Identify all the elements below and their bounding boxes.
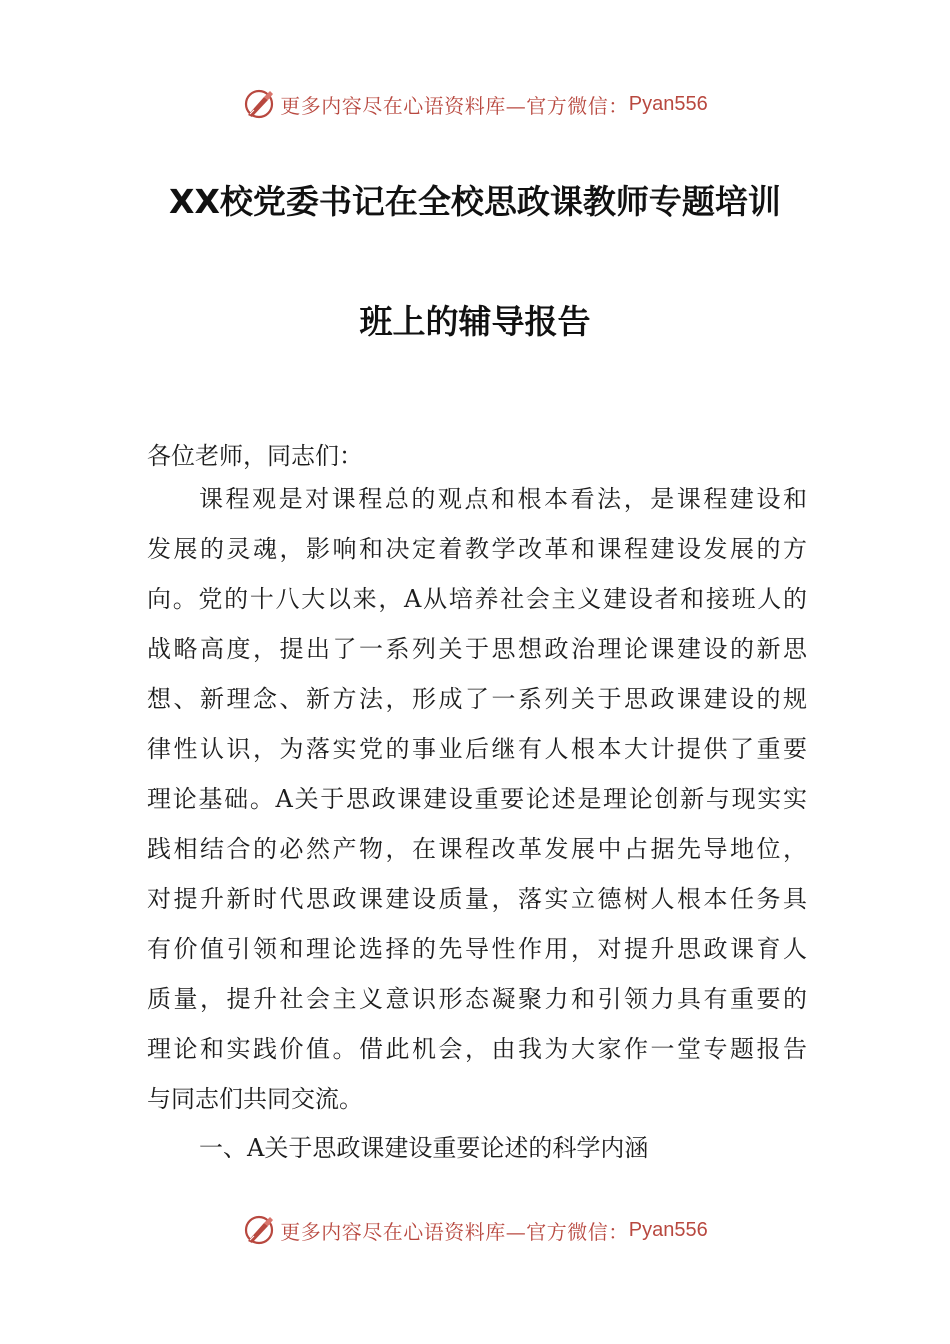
- paragraph-line: 课程观是对课程总的观点和根本看法，是课程建设和: [199, 485, 807, 513]
- watermark-account: Pyan556: [628, 1218, 708, 1241]
- paragraph-line: 有价值引领和理论选择的先导性作用，对提升思政课育人: [147, 935, 807, 963]
- paragraph-line: 对提升新时代思政课建设质量，落实立德树人根本任务具: [147, 885, 807, 913]
- paragraph-line: 发展的灵魂，影响和决定着教学改革和课程建设发展的方: [147, 535, 807, 563]
- greeting: 各位老师，同志们：: [147, 442, 363, 470]
- paragraph-line: 律性认识，为落实党的事业后继有人根本大计提供了重要: [147, 735, 807, 763]
- pen-nib-logo-icon: [242, 87, 276, 121]
- paragraph-line: 向。党的十八大以来，A从培养社会主义建设者和接班人的: [147, 585, 807, 613]
- watermark-account: Pyan556: [628, 92, 708, 115]
- section-heading: 一、A关于思政课建设重要论述的科学内涵: [199, 1134, 649, 1162]
- pen-nib-logo-icon: [242, 1213, 276, 1247]
- header-watermark: [0, 84, 950, 124]
- paragraph-line: 与同志们共同交流。: [147, 1085, 363, 1113]
- document-title-line1: XX校党委书记在全校思政课教师专题培训: [169, 182, 781, 221]
- paragraph-line: 战略高度，提出了一系列关于思想政治理论课建设的新思: [147, 635, 807, 663]
- paragraph-line: 质量，提升社会主义意识形态凝聚力和引领力具有重要的: [147, 985, 807, 1013]
- paragraph-line: 践相结合的必然产物，在课程改革发展中占据先导地位，: [147, 835, 807, 863]
- paragraph-line: 想、新理念、新方法，形成了一系列关于思政课建设的规: [147, 685, 807, 713]
- paragraph-line: 理论和实践价值。借此机会，由我为大家作一堂专题报告: [147, 1035, 807, 1063]
- body-paragraph: [147, 480, 807, 1130]
- watermark-text: 更多内容尽在心语资料库—官方微信：: [280, 93, 629, 118]
- watermark-text: 更多内容尽在心语资料库—官方微信：: [280, 1219, 629, 1244]
- paragraph-line: 理论基础。A关于思政课建设重要论述是理论创新与现实实: [147, 785, 807, 813]
- document-title-line2: 班上的辅导报告: [359, 302, 591, 341]
- footer-watermark: [0, 1210, 950, 1250]
